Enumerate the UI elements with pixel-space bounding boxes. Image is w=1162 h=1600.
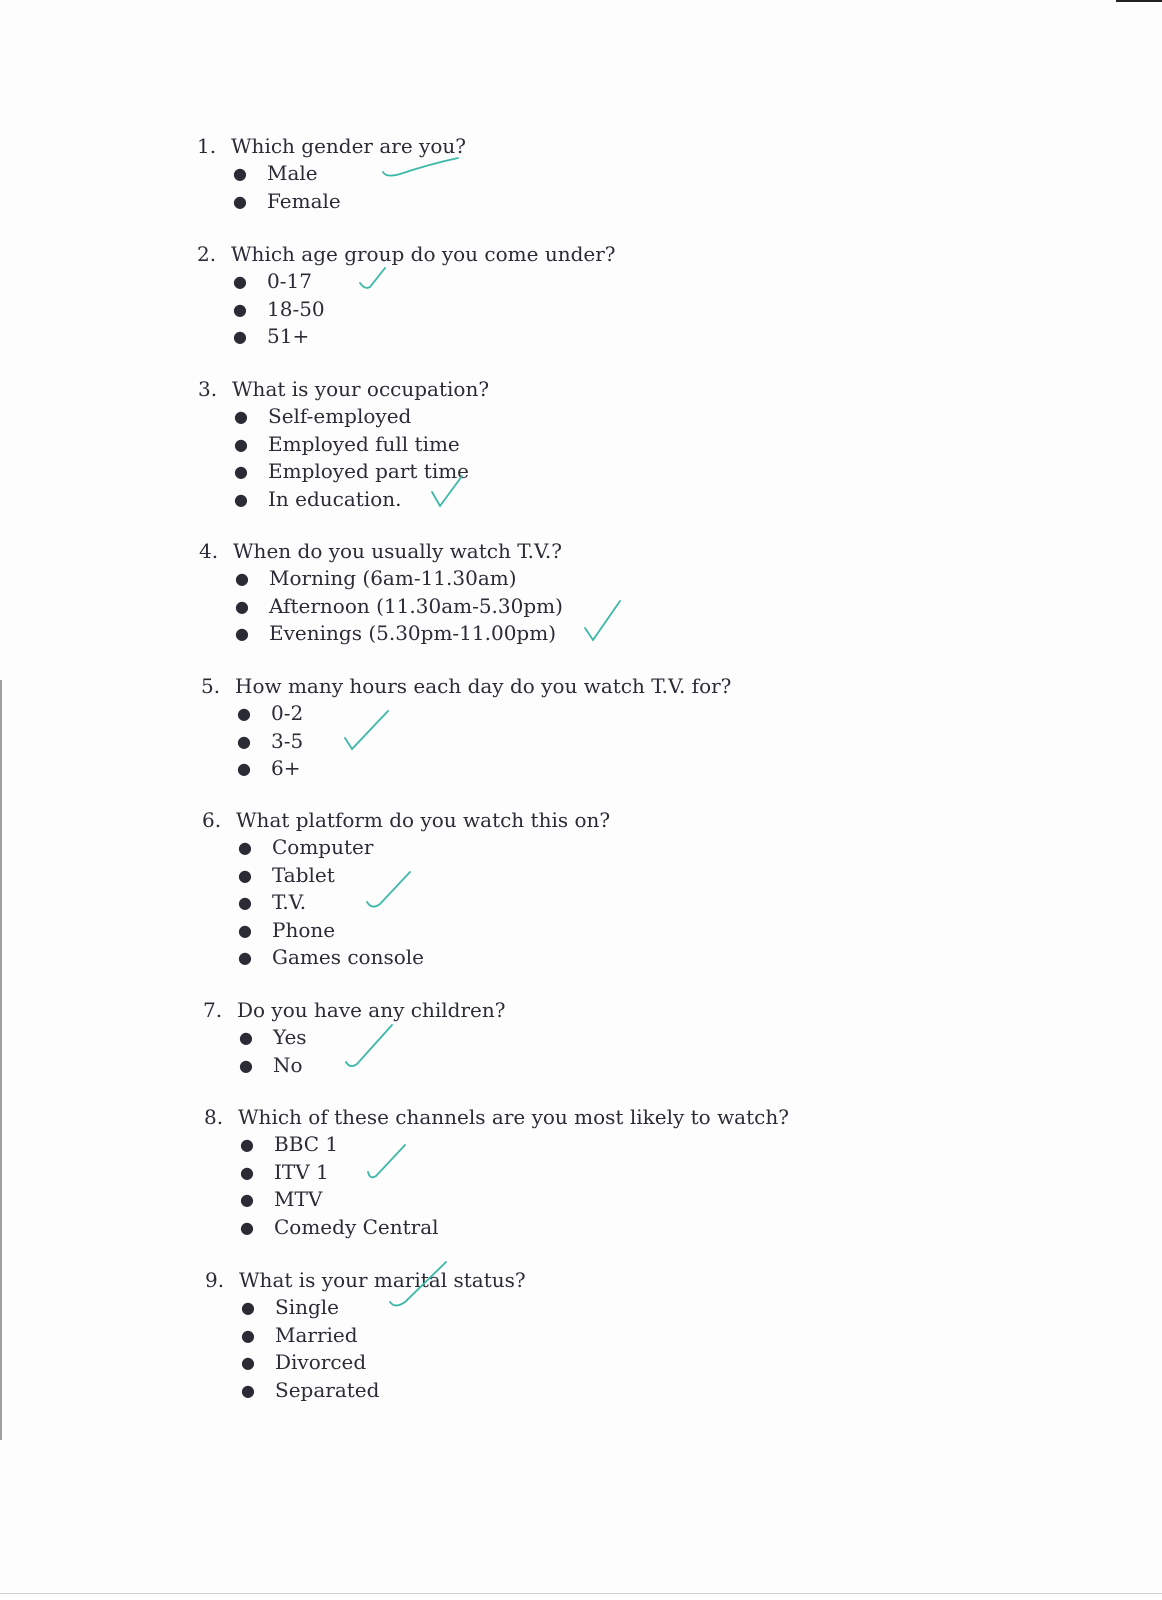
question-number: 9. (205, 1268, 225, 1292)
question-text: What is your marital status? (239, 1268, 526, 1292)
option-label: Male (267, 161, 318, 185)
option-item (237, 728, 731, 756)
option-label: ITV 1 (274, 1159, 329, 1184)
question-number: 5. (201, 674, 221, 698)
option-list (197, 160, 466, 215)
option-list (202, 834, 610, 972)
question-title (197, 240, 616, 268)
option-label: Tablet (272, 862, 335, 887)
option-label: 51+ (267, 324, 310, 348)
option-list (205, 1294, 526, 1404)
bullet-icon: ● (234, 462, 248, 481)
question-2 (197, 240, 616, 351)
question-title (198, 375, 489, 403)
question-9 (205, 1266, 526, 1404)
option-label: 0-17 (267, 269, 312, 293)
question-number: 7. (203, 998, 223, 1022)
option-item (237, 700, 731, 728)
option-item (233, 296, 616, 324)
option-item (241, 1322, 526, 1350)
bullet-icon: ● (238, 838, 252, 857)
option-label: No (273, 1052, 303, 1077)
question-8 (204, 1103, 789, 1241)
bullet-icon: ● (233, 164, 247, 183)
option-item (233, 188, 466, 216)
question-4 (199, 537, 563, 648)
option-item (238, 944, 610, 972)
scan-bottom-edge (0, 1593, 1162, 1594)
bullet-icon: ● (234, 434, 248, 454)
question-title (204, 1103, 789, 1131)
question-text: Which age group do you come under? (231, 242, 616, 266)
question-number: 4. (199, 539, 219, 563)
bullet-icon: ● (233, 299, 247, 319)
bullet-icon: ● (240, 1190, 254, 1209)
bullet-icon: ● (233, 272, 247, 291)
option-item (235, 565, 563, 593)
bullet-icon: ● (238, 948, 252, 967)
option-list (201, 700, 731, 783)
bullet-icon: ● (233, 327, 247, 346)
option-label: Employed full time (268, 431, 460, 456)
option-label: Female (267, 188, 341, 213)
option-label: Self-employed (268, 404, 412, 428)
option-label: 6+ (271, 756, 301, 780)
bullet-icon: ● (240, 1162, 254, 1182)
question-number: 2. (197, 242, 217, 266)
bullet-icon: ● (240, 1135, 254, 1154)
bullet-icon: ● (238, 865, 252, 885)
option-item (233, 268, 616, 296)
bullet-icon: ● (234, 407, 248, 426)
bullet-icon: ● (237, 731, 251, 751)
question-5 (201, 672, 731, 783)
question-title (202, 806, 610, 834)
option-item (238, 917, 610, 945)
question-6 (202, 806, 610, 972)
question-number: 8. (204, 1105, 224, 1129)
bullet-icon: ● (238, 920, 252, 940)
question-number: 1. (197, 134, 217, 158)
question-text: When do you usually watch T.V.? (233, 539, 562, 563)
question-3 (198, 375, 489, 513)
question-1 (197, 132, 466, 215)
bullet-icon: ● (235, 596, 249, 616)
bullet-icon: ● (237, 759, 251, 778)
question-text: How many hours each day do you watch T.V. for? (235, 674, 732, 698)
question-text: Do you have any children? (237, 998, 506, 1022)
scan-left-shadow (0, 680, 2, 1440)
bullet-icon: ● (239, 1028, 253, 1047)
option-item (238, 889, 610, 917)
option-item (240, 1131, 789, 1159)
bullet-icon: ● (237, 704, 251, 723)
option-item (234, 431, 489, 459)
option-list (199, 565, 563, 648)
option-item (239, 1052, 505, 1080)
check-mark-q4 (585, 601, 620, 640)
option-label: 3-5 (271, 728, 304, 753)
option-label: Morning (6am-11.30am) (269, 566, 517, 590)
question-title (201, 672, 731, 700)
bullet-icon: ● (238, 893, 252, 912)
option-label: Afternoon (11.30am-5.30pm) (269, 593, 563, 618)
option-item (240, 1186, 789, 1214)
option-label: Employed part time (268, 459, 470, 483)
option-label: Games console (272, 945, 424, 969)
bullet-icon: ● (241, 1298, 255, 1317)
question-7 (203, 996, 505, 1079)
bullet-icon: ● (234, 489, 248, 509)
option-item (233, 323, 616, 351)
question-number: 6. (202, 808, 222, 832)
option-item (234, 403, 489, 431)
option-item (239, 1024, 505, 1052)
option-list (197, 268, 616, 351)
option-label: T.V. (272, 890, 307, 914)
question-title (197, 132, 466, 160)
question-title (199, 537, 563, 565)
option-item (240, 1214, 789, 1242)
option-label: BBC 1 (274, 1132, 339, 1156)
option-list (204, 1131, 789, 1241)
bullet-icon: ● (235, 624, 249, 643)
option-label: Separated (275, 1377, 380, 1402)
option-label: Divorced (275, 1350, 367, 1374)
option-list (203, 1024, 505, 1079)
option-label: Phone (272, 917, 336, 942)
option-item (233, 160, 466, 188)
option-label: Computer (272, 835, 374, 859)
question-title (205, 1266, 526, 1294)
option-list (198, 403, 489, 513)
bullet-icon: ● (241, 1353, 255, 1372)
option-item (238, 862, 610, 890)
option-label: Single (275, 1295, 340, 1319)
option-label: Comedy Central (274, 1214, 439, 1239)
bullet-icon: ● (241, 1380, 255, 1400)
option-item (237, 755, 731, 783)
option-item (241, 1349, 526, 1377)
bullet-icon: ● (240, 1217, 254, 1237)
option-label: 18-50 (267, 296, 325, 321)
bullet-icon: ● (239, 1055, 253, 1075)
bullet-icon: ● (233, 191, 247, 211)
option-label: Married (275, 1322, 358, 1347)
option-label: In education. (268, 486, 402, 511)
question-text: Which of these channels are you most likely to watch? (238, 1105, 789, 1129)
option-label: MTV (274, 1187, 323, 1211)
bullet-icon: ● (241, 1325, 255, 1345)
scan-edge-mark (1116, 0, 1162, 2)
option-label: Evenings (5.30pm-11.00pm) (269, 621, 557, 645)
option-item (234, 486, 489, 514)
question-text: Which gender are you? (231, 134, 466, 158)
question-text: What is your occupation? (232, 377, 490, 401)
option-item (234, 458, 489, 486)
option-item (241, 1377, 526, 1405)
option-item (238, 834, 610, 862)
option-item (235, 593, 563, 621)
question-text: What platform do you watch this on? (236, 808, 611, 832)
bullet-icon: ● (235, 569, 249, 588)
question-number: 3. (198, 377, 218, 401)
question-title (203, 996, 505, 1024)
option-label: 0-2 (271, 701, 304, 725)
option-label: Yes (273, 1025, 307, 1049)
option-item (235, 620, 563, 648)
option-item (240, 1159, 789, 1187)
option-item (241, 1294, 526, 1322)
